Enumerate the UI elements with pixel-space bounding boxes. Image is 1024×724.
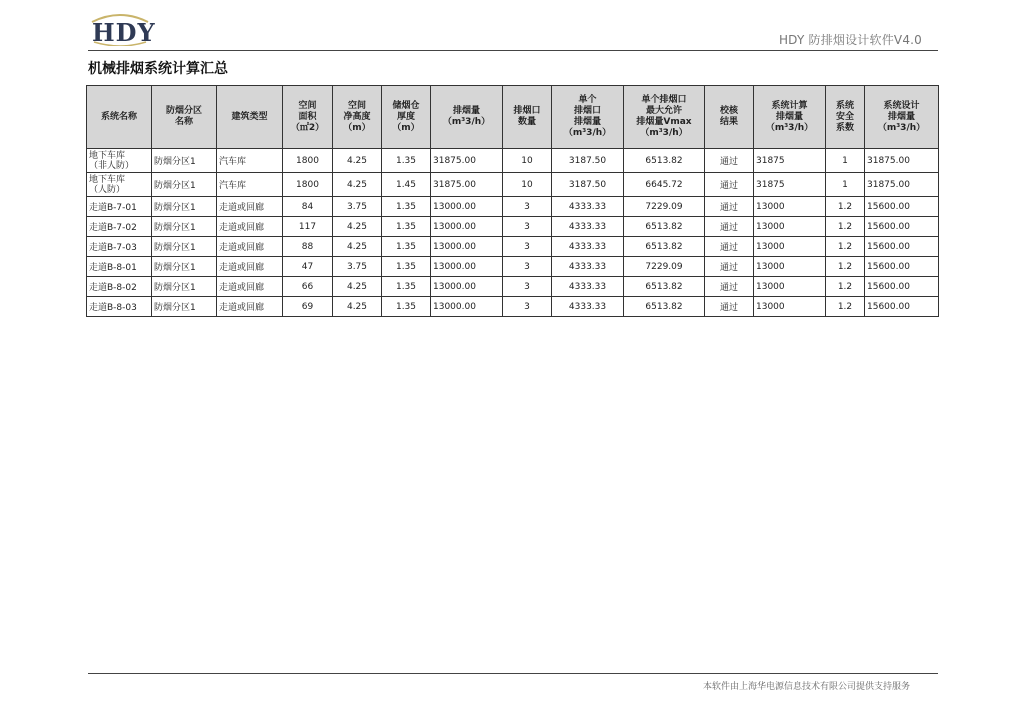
column-header: 单个 排烟口 排烟量 （m³3/h）	[552, 86, 624, 149]
column-header: 建筑类型	[217, 86, 283, 149]
table-cell: 10	[503, 149, 552, 173]
table-cell: 防烟分区1	[152, 217, 217, 237]
table-cell: 通过	[705, 197, 754, 217]
table-cell: 1.35	[382, 277, 431, 297]
table-cell: 7229.09	[624, 197, 705, 217]
table-cell: 走道或回廊	[217, 257, 283, 277]
table-cell: 防烟分区1	[152, 257, 217, 277]
table-cell: 31875	[754, 173, 826, 197]
table-cell: 3187.50	[552, 173, 624, 197]
header-divider	[88, 50, 938, 51]
table-cell: 汽车库	[217, 149, 283, 173]
table-cell: 4.25	[333, 173, 382, 197]
table-row	[87, 197, 939, 217]
column-header: 系统设计 排烟量 （m³3/h）	[865, 86, 939, 149]
table-cell: 4333.33	[552, 237, 624, 257]
table-cell: 通过	[705, 257, 754, 277]
table-cell: 走道B-8-02	[87, 277, 152, 297]
table-cell: 31875	[754, 149, 826, 173]
table-cell: 4.25	[333, 149, 382, 173]
table-cell: 走道或回廊	[217, 277, 283, 297]
table-cell: 3	[503, 277, 552, 297]
table-cell: 1.2	[826, 257, 865, 277]
table-row	[87, 257, 939, 277]
table-cell: 3.75	[333, 257, 382, 277]
table-cell: 3187.50	[552, 149, 624, 173]
table-cell: 1.35	[382, 217, 431, 237]
table-cell: 地下车库 （人防）	[87, 173, 152, 197]
table-cell: 6513.82	[624, 297, 705, 317]
table-cell: 15600.00	[865, 197, 939, 217]
table-cell: 15600.00	[865, 237, 939, 257]
table-cell: 1.45	[382, 173, 431, 197]
logo-text: HDY	[92, 18, 156, 47]
table-cell: 4333.33	[552, 277, 624, 297]
table-cell: 15600.00	[865, 277, 939, 297]
table-row	[87, 297, 939, 317]
table-cell: 15600.00	[865, 297, 939, 317]
table-cell: 3	[503, 197, 552, 217]
table-cell: 3	[503, 297, 552, 317]
table-cell: 15600.00	[865, 257, 939, 277]
table-cell: 4333.33	[552, 257, 624, 277]
column-header: 排烟口 数量	[503, 86, 552, 149]
table-cell: 4.25	[333, 217, 382, 237]
table-cell: 31875.00	[865, 149, 939, 173]
table-cell: 1	[826, 149, 865, 173]
table-cell: 31875.00	[431, 173, 503, 197]
app-title: HDY 防排烟设计软件V4.0	[778, 33, 922, 47]
table-cell: 走道B-7-03	[87, 237, 152, 257]
table-row	[87, 217, 939, 237]
table-cell: 1.35	[382, 149, 431, 173]
table-cell: 31875.00	[865, 173, 939, 197]
table-cell: 防烟分区1	[152, 173, 217, 197]
table-cell: 13000	[754, 217, 826, 237]
column-header: 系统计算 排烟量 （m³3/h）	[754, 86, 826, 149]
table-cell: 13000.00	[431, 277, 503, 297]
table-cell: 13000.00	[431, 257, 503, 277]
table-cell: 13000.00	[431, 297, 503, 317]
hdy-logo	[88, 12, 156, 47]
table-cell: 6645.72	[624, 173, 705, 197]
footer-divider	[88, 673, 938, 674]
table-cell: 防烟分区1	[152, 237, 217, 257]
report-title: 机械排烟系统计算汇总	[88, 61, 228, 77]
table-cell: 13000	[754, 197, 826, 217]
footer-support-text: 本软件由上海华电源信息技术有限公司提供支持服务	[702, 682, 910, 692]
table-cell: 1800	[283, 149, 333, 173]
table-cell: 1.35	[382, 197, 431, 217]
table-cell: 1.2	[826, 197, 865, 217]
table-cell: 3.75	[333, 197, 382, 217]
table-cell: 3	[503, 237, 552, 257]
table-cell: 地下车库 （非人防）	[87, 149, 152, 173]
table-cell: 31875.00	[431, 149, 503, 173]
table-cell: 防烟分区1	[152, 297, 217, 317]
table-cell: 69	[283, 297, 333, 317]
table-cell: 4.25	[333, 297, 382, 317]
table-cell: 1.2	[826, 237, 865, 257]
table-cell: 4333.33	[552, 197, 624, 217]
table-cell: 通过	[705, 237, 754, 257]
table-body	[87, 149, 939, 317]
column-header: 空间 面积 （㎡2）	[283, 86, 333, 149]
smoke-exhaust-summary-table	[86, 85, 939, 317]
table-cell: 1.35	[382, 297, 431, 317]
table-cell: 13000	[754, 237, 826, 257]
table-cell: 走道或回廊	[217, 217, 283, 237]
table-cell: 4333.33	[552, 297, 624, 317]
table-cell: 6513.82	[624, 149, 705, 173]
table-cell: 13000.00	[431, 217, 503, 237]
table-cell: 1.35	[382, 257, 431, 277]
column-header: 排烟量 （m³3/h）	[431, 86, 503, 149]
table-cell: 6513.82	[624, 277, 705, 297]
table-cell: 4.25	[333, 237, 382, 257]
table-cell: 84	[283, 197, 333, 217]
table-cell: 1	[826, 173, 865, 197]
table-cell: 通过	[705, 297, 754, 317]
table-cell: 走道B-8-03	[87, 297, 152, 317]
table-cell: 15600.00	[865, 217, 939, 237]
table-cell: 3	[503, 257, 552, 277]
table-row	[87, 149, 939, 173]
table-cell: 防烟分区1	[152, 197, 217, 217]
table-cell: 1.2	[826, 277, 865, 297]
table-row	[87, 237, 939, 257]
table-cell: 13000	[754, 297, 826, 317]
column-header: 单个排烟口 最大允许 排烟量Vmax （m³3/h）	[624, 86, 705, 149]
table-cell: 4.25	[333, 277, 382, 297]
table-cell: 走道B-7-01	[87, 197, 152, 217]
table-cell: 66	[283, 277, 333, 297]
table-cell: 4333.33	[552, 217, 624, 237]
table-cell: 47	[283, 257, 333, 277]
table-cell: 防烟分区1	[152, 149, 217, 173]
table-cell: 10	[503, 173, 552, 197]
column-header: 防烟分区 名称	[152, 86, 217, 149]
table-cell: 13000.00	[431, 237, 503, 257]
table-cell: 1.2	[826, 297, 865, 317]
table-row	[87, 173, 939, 197]
table-cell: 走道或回廊	[217, 237, 283, 257]
column-header: 储烟仓 厚度 （m）	[382, 86, 431, 149]
table-cell: 通过	[705, 217, 754, 237]
table-cell: 3	[503, 217, 552, 237]
table-cell: 1.2	[826, 217, 865, 237]
table-cell: 通过	[705, 149, 754, 173]
column-header: 校核 结果	[705, 86, 754, 149]
table-cell: 走道或回廊	[217, 297, 283, 317]
table-cell: 汽车库	[217, 173, 283, 197]
table-cell: 117	[283, 217, 333, 237]
table-cell: 13000	[754, 257, 826, 277]
table-cell: 走道B-7-02	[87, 217, 152, 237]
table-cell: 7229.09	[624, 257, 705, 277]
table-cell: 1800	[283, 173, 333, 197]
table-cell: 通过	[705, 277, 754, 297]
table-header-row	[87, 86, 939, 149]
column-header: 系统名称	[87, 86, 152, 149]
column-header: 系统 安全 系数	[826, 86, 865, 149]
table-cell: 走道B-8-01	[87, 257, 152, 277]
table-cell: 防烟分区1	[152, 277, 217, 297]
table-row	[87, 277, 939, 297]
table-cell: 通过	[705, 173, 754, 197]
column-header: 空间 净高度 （m）	[333, 86, 382, 149]
table-cell: 13000.00	[431, 197, 503, 217]
table-cell: 6513.82	[624, 237, 705, 257]
table-cell: 6513.82	[624, 217, 705, 237]
table-cell: 走道或回廊	[217, 197, 283, 217]
table-cell: 1.35	[382, 237, 431, 257]
table-cell: 13000	[754, 277, 826, 297]
table-cell: 88	[283, 237, 333, 257]
